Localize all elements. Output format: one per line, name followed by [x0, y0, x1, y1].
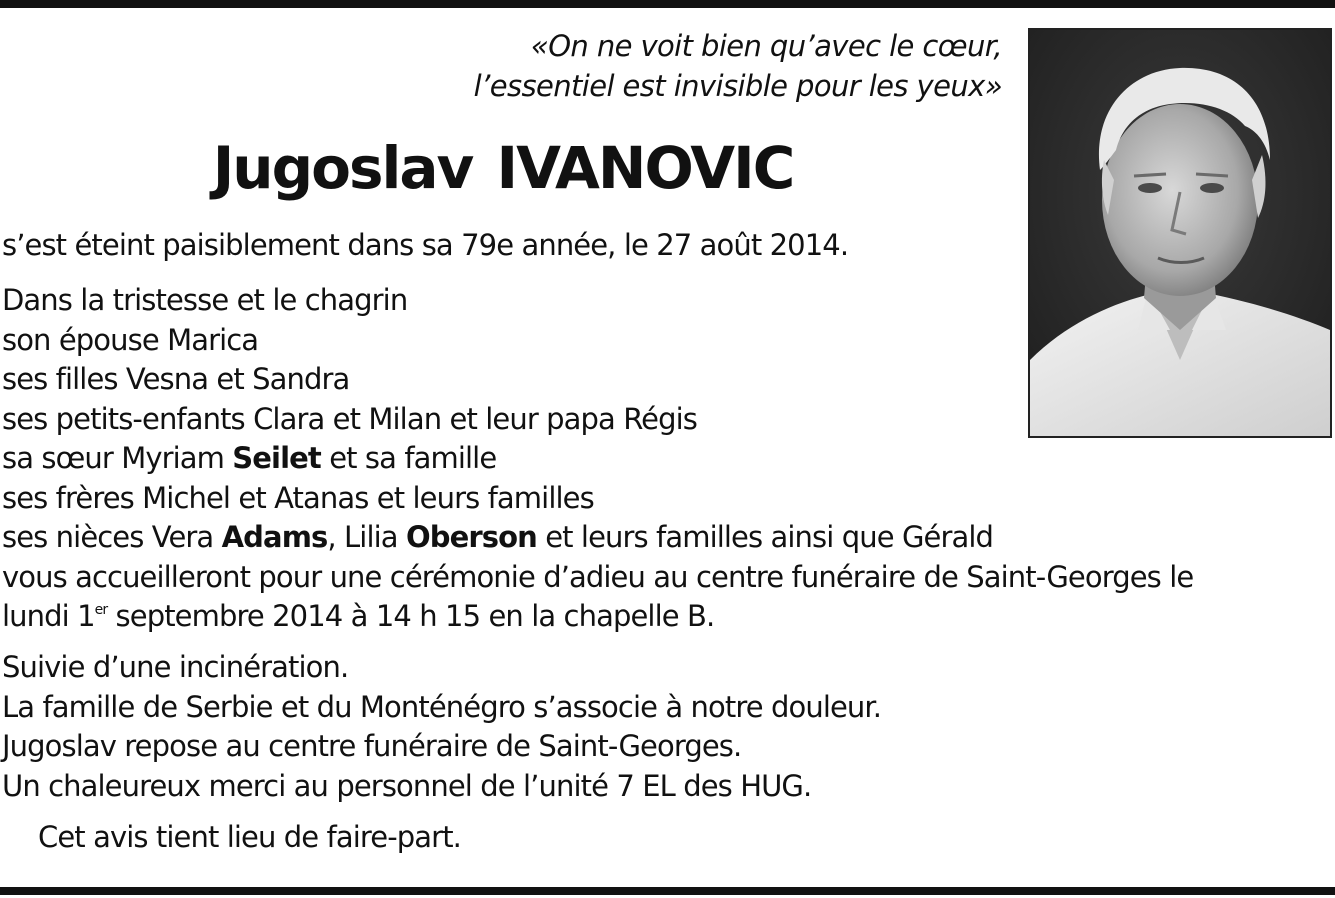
family-wife: son épouse Marica [2, 322, 259, 357]
note-incineration: Suivie d’une incinération. [2, 650, 349, 684]
note-thanks: Un chaleureux merci au personnel de l’unité 7 EL des HUG. [2, 768, 812, 803]
deceased-name [0, 128, 1000, 208]
first-name: Jugoslav [212, 134, 473, 202]
notes-block [2, 648, 881, 806]
family-brothers: ses frères Michel et Atanas et leurs familles [2, 480, 594, 515]
epigraph-line-2: l’essentiel est invisible pour les yeux» [473, 69, 1002, 103]
death-announcement: s’est éteint paisiblement dans sa 79e année, le 27 août 2014. [2, 228, 849, 262]
family-grandchildren: ses petits-enfants Clara et Milan et leur papa Régis [2, 401, 697, 436]
family-sister: sa sœur Myriam Seilet et sa famille [2, 441, 497, 475]
last-name: IVANOVIC [496, 134, 794, 202]
ceremony-line-2: lundi 1er septembre 2014 à 14 h 15 en la chapelle B. [2, 599, 715, 633]
bottom-rule [0, 887, 1335, 895]
family-daughters: ses filles Vesna et Sandra [2, 362, 350, 396]
note-rests: Jugoslav repose au centre funéraire de Saint-Georges. [2, 729, 742, 763]
ceremony-line-1: vous accueilleront pour une cérémonie d’adieu au centre funéraire de Saint-Georges le [2, 559, 1194, 594]
closing-note: Cet avis tient lieu de faire-part. [38, 820, 461, 854]
family-block [2, 281, 1193, 637]
top-rule [0, 0, 1335, 8]
family-nieces: ses nièces Vera Adams, Lilia Oberson et leurs familles ainsi que Gérald [2, 520, 994, 554]
family-intro: Dans la tristesse et le chagrin [2, 283, 408, 317]
epigraph-quote [474, 26, 1002, 106]
epigraph-line-1: «On ne voit bien qu’avec le cœur, [530, 29, 1002, 63]
note-family-serbia: La famille de Serbie et du Monténégro s’associe à notre douleur. [2, 689, 882, 724]
